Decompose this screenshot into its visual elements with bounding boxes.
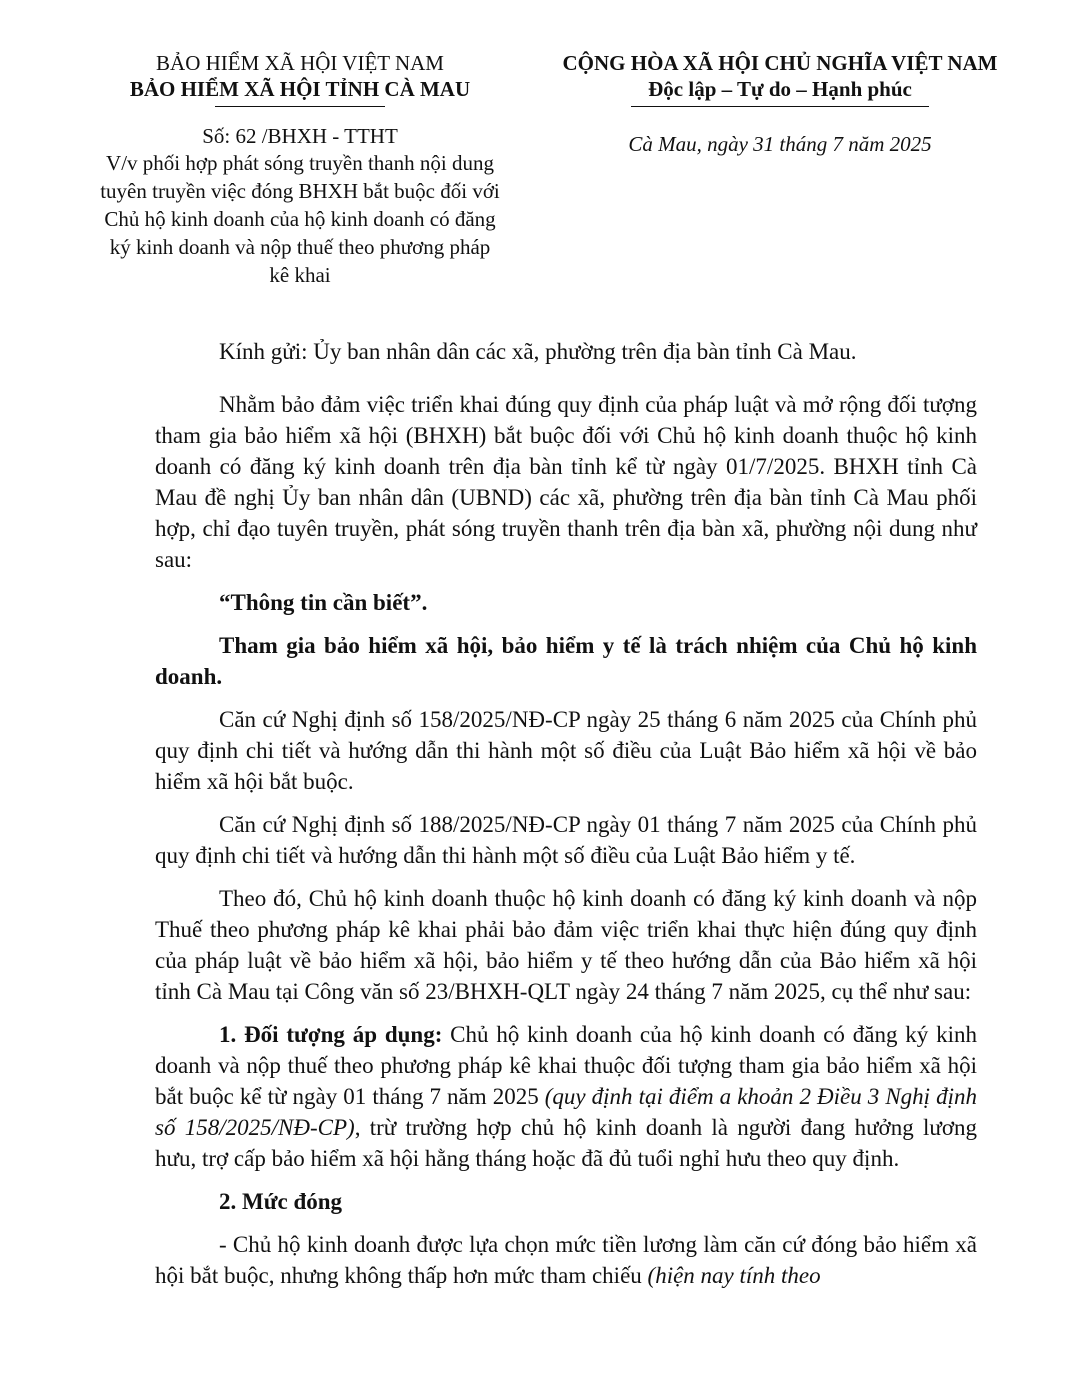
item2-italic-note: (hiện nay tính theo — [647, 1263, 821, 1288]
agency-underline — [215, 106, 385, 107]
issue-date: Cà Mau, ngày 31 tháng 7 năm 2025 — [628, 132, 932, 156]
item1-legal-reference: (quy định tại điểm a khoản 2 Điều 3 Nghị định số 158/2025/NĐ-CP) — [155, 1084, 977, 1140]
national-motto: Độc lập – Tự do – Hạnh phúc — [648, 77, 912, 101]
intro-paragraph: Nhằm bảo đảm việc triển khai đúng quy định của pháp luật và mở rộng đối tượng tham gia bảo hiểm xã hội (BHXH) bắt buộc đối với Chủ hộ kinh doanh thuộc hộ kinh doanh có đăng ký kinh doanh trên địa bàn tỉnh kể từ ngày 01/7/2025. BHXH tỉnh Cà Mau đề nghị Ủy ban nhân dân (UBND) các xã, phường trên địa bàn tỉnh Cà Mau phối hợp, chỉ đạo tuyên truyền, phát sóng truyền thanh trên địa bàn xã, phường nội dung như sau: — [155, 392, 977, 572]
national-title: CỘNG HÒA XÃ HỘI CHỦ NGHĨA VIỆT NAM — [562, 51, 998, 75]
section-title: “Thông tin cần biết”. — [219, 590, 428, 615]
document-subject: V/v phối hợp phát sóng truyền thanh nội dung tuyên truyền việc đóng BHXH bắt buộc đối với Chủ hộ kinh doanh của hộ kinh doanh có đăng ký kinh doanh và nộp thuế theo phương pháp kê khai — [100, 151, 500, 287]
recipient-line: Kính gửi: Ủy ban nhân dân các xã, phường trên địa bàn tỉnh Cà Mau. — [219, 339, 857, 364]
document-body — [155, 336, 977, 1291]
headline: Tham gia bảo hiểm xã hội, bảo hiểm y tế là trách nhiệm của Chủ hộ kinh doanh. — [155, 633, 977, 689]
issuing-agency-block — [100, 50, 500, 289]
issuing-organization: BẢO HIỂM XÃ HỘI TỈNH CÀ MAU — [129, 77, 471, 101]
item-applicable-subjects — [155, 1019, 977, 1174]
item-contribution-level-heading: 2. Mức đóng — [219, 1189, 343, 1214]
item1-text-b: , trừ trường hợp chủ hộ kinh doanh là người đang hưởng lương hưu, trợ cấp bảo hiểm xã hội hằng tháng hoặc đã đủ tuổi nghỉ hưu theo quy định. — [155, 1115, 978, 1171]
motto-underline — [631, 106, 929, 107]
national-title-block — [515, 50, 1045, 157]
item2-paragraph — [155, 1229, 977, 1291]
legal-basis-1: Căn cứ Nghị định số 158/2025/NĐ-CP ngày 25 tháng 6 năm 2025 của Chính phủ quy định chi tiết và hướng dẫn thi hành một số điều của Luật Bảo hiểm xã hội về bảo hiểm xã hội bắt buộc. — [155, 707, 977, 794]
accordingly-paragraph: Theo đó, Chủ hộ kinh doanh thuộc hộ kinh doanh có đăng ký kinh doanh và nộp Thuế theo phương pháp kê khai phải bảo đảm việc triển khai thực hiện đúng quy định của pháp luật về bảo hiểm xã hội, bảo hiểm y tế theo hướng dẫn của Bảo hiểm xã hội tỉnh Cà Mau tại Công văn số 23/BHXH-QLT ngày 24 tháng 7 năm 2025, cụ thể như sau: — [155, 886, 977, 1004]
item1-label: 1. Đối tượng áp dụng: — [219, 1022, 443, 1047]
document-number: Số: 62 /BHXH - TTHT — [202, 124, 398, 148]
parent-organization: BẢO HIỂM XÃ HỘI VIỆT NAM — [156, 51, 444, 75]
item2-text-a: - Chủ hộ kinh doanh được lựa chọn mức tiền lương làm căn cứ đóng bảo hiểm xã hội bắt buộc, nhưng không thấp hơn mức tham chiếu — [155, 1232, 977, 1288]
legal-basis-2: Căn cứ Nghị định số 188/2025/NĐ-CP ngày 01 tháng 7 năm 2025 của Chính phủ quy định chi tiết và hướng dẫn thi hành một số điều của Luật Bảo hiểm y tế. — [155, 812, 977, 868]
item1-text-a: Chủ hộ kinh doanh của hộ kinh doanh có đăng ký kinh doanh và nộp thuế theo phương pháp kê khai thuộc đối tượng tham gia bảo hiểm xã hội bắt buộc kể từ ngày 01 tháng 7 năm 2025 — [155, 1022, 977, 1109]
